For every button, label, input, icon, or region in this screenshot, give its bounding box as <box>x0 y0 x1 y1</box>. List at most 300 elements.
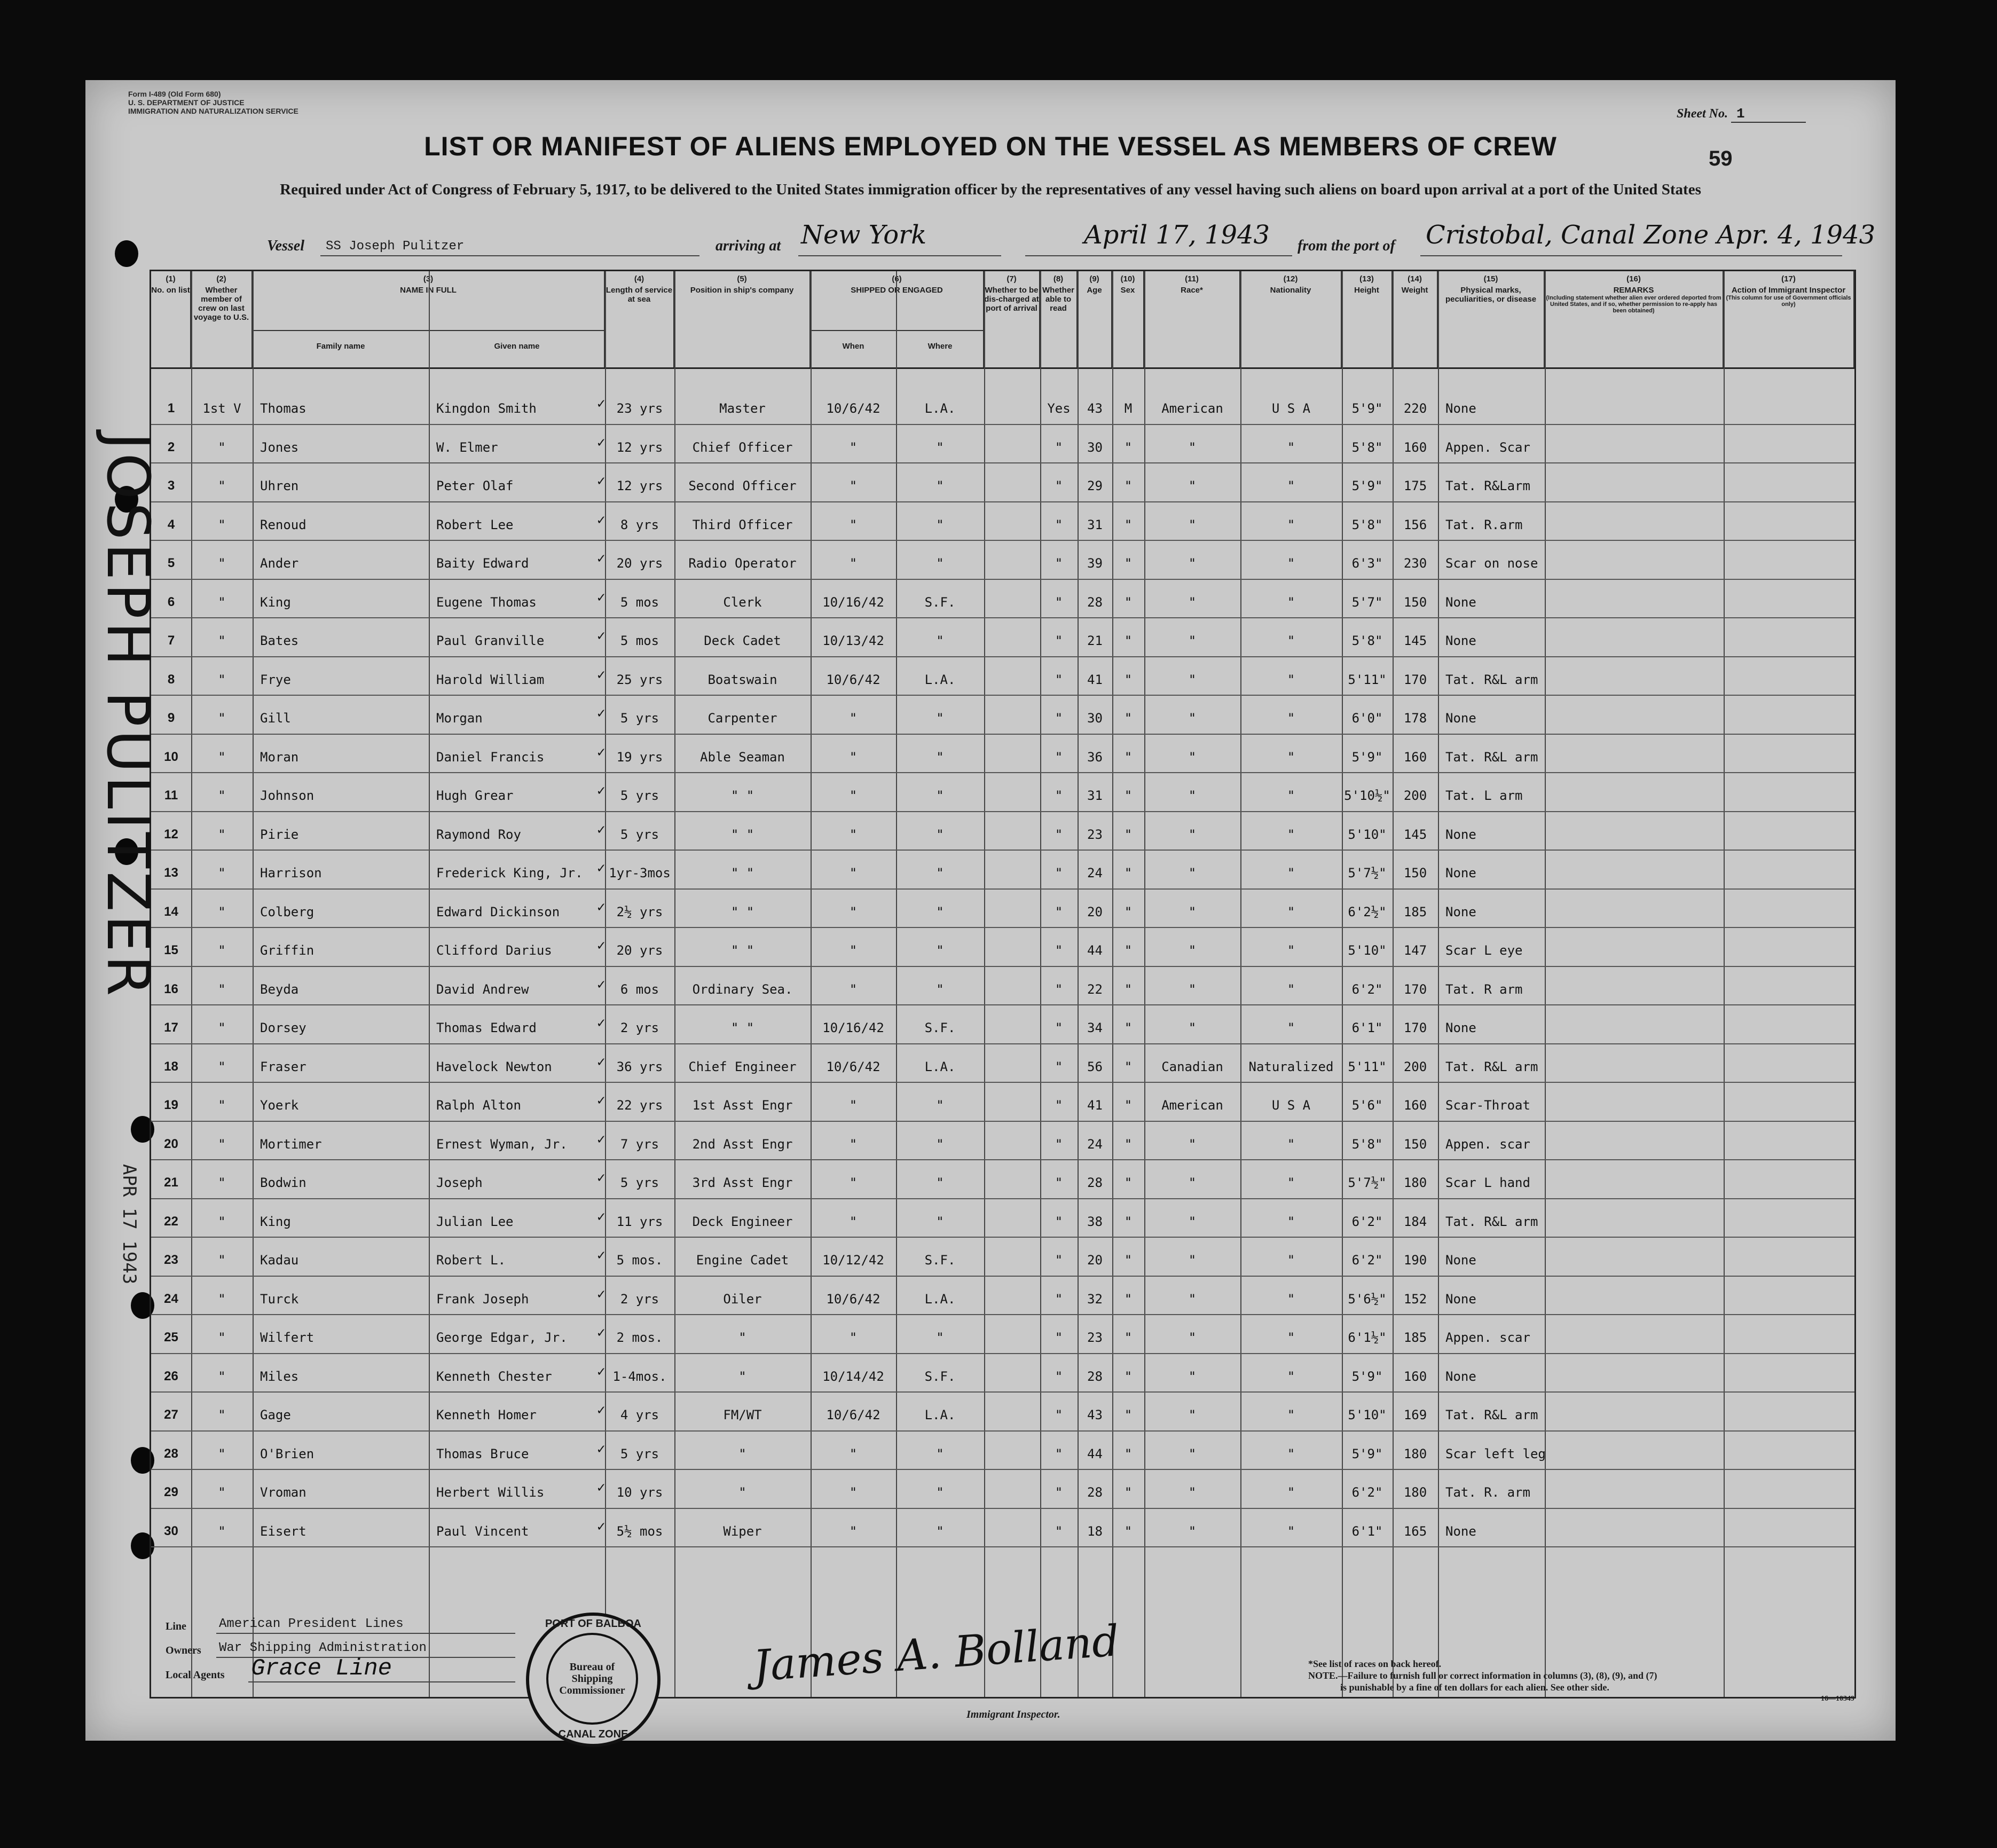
table-cell-age: 28 <box>1087 1485 1103 1500</box>
side-date-stamp: APR 17 1943 <box>119 1164 140 1285</box>
table-cell-height: 5'11" <box>1348 672 1387 687</box>
table-cell-weight: 200 <box>1403 1059 1427 1074</box>
table-cell-nat: " <box>1287 1291 1295 1307</box>
column-header: (5) Position in ship's company <box>674 271 811 367</box>
table-cell-marks: Tat. R. arm <box>1445 1485 1530 1500</box>
table-cell-family: Fraser <box>260 1059 306 1074</box>
document-subtitle: Required under Act of Congress of February 5, 1917, to be delivered to the United States immigration officer by the representatives of any vessel having such aliens on board upon arrival at a port of the United States <box>280 181 1701 198</box>
table-cell-position: Carpenter <box>707 711 777 726</box>
table-cell-marks: Appen. scar <box>1445 1330 1530 1345</box>
table-cell-position: " " <box>730 1020 754 1035</box>
table-cell-age: 28 <box>1087 594 1103 610</box>
check-mark: ✓ <box>597 1363 606 1380</box>
check-mark: ✓ <box>597 705 606 721</box>
table-cell-read: " <box>1055 788 1063 803</box>
table-cell-read: " <box>1055 1369 1063 1384</box>
table-cell-no: 29 <box>164 1485 178 1499</box>
table-cell-marks: Tat. R arm <box>1445 981 1523 997</box>
table-cell-read: " <box>1055 1020 1063 1035</box>
table-cell-race: " <box>1188 1253 1197 1268</box>
table-cell-position: Ordinary Sea. <box>692 981 793 997</box>
table-cell-position: Chief Officer <box>692 439 793 455</box>
table-cell-age: 43 <box>1087 1407 1103 1422</box>
table-cell-last: " <box>218 749 226 765</box>
table-cell-age: 23 <box>1087 827 1103 842</box>
table-cell-read: " <box>1055 1485 1063 1500</box>
table-cell-height: 6'0" <box>1351 711 1383 726</box>
table-cell-where: " <box>936 788 944 803</box>
row-rule <box>151 1546 1854 1547</box>
check-mark: ✓ <box>597 821 606 838</box>
table-cell-sex: " <box>1124 556 1133 571</box>
table-cell-family: King <box>260 1214 291 1229</box>
vessel-label: Vessel <box>267 238 304 254</box>
table-cell-family: Moran <box>260 749 299 765</box>
table-cell-given: Ernest Wyman, Jr. <box>436 1136 568 1152</box>
column-header: (14) Weight <box>1393 271 1438 367</box>
table-cell-family: Mortimer <box>260 1136 322 1152</box>
table-cell-position: Deck Engineer <box>692 1214 793 1229</box>
table-cell-no: 1 <box>167 401 175 415</box>
table-cell-race: " <box>1188 556 1197 571</box>
table-cell-read: " <box>1055 594 1063 610</box>
arriving-label: arriving at <box>716 238 781 254</box>
table-cell-marks: None <box>1445 633 1476 648</box>
table-cell-service: 5 yrs <box>620 827 659 842</box>
table-cell-marks: Scar L hand <box>1445 1175 1530 1190</box>
table-cell-age: 22 <box>1087 981 1103 997</box>
table-cell-sex: " <box>1124 711 1133 726</box>
table-cell-given: Hugh Grear <box>436 788 514 803</box>
owners-label: Owners <box>166 1645 201 1656</box>
table-cell-read: " <box>1055 1446 1063 1461</box>
check-mark: ✓ <box>597 1325 606 1341</box>
table-cell-given: Raymond Roy <box>436 827 521 842</box>
check-mark: ✓ <box>597 589 606 605</box>
table-cell-sex: " <box>1124 904 1133 919</box>
table-cell-height: 6'1" <box>1351 1020 1383 1035</box>
table-cell-where: " <box>936 633 944 648</box>
table-cell-last: " <box>218 633 226 648</box>
table-cell-position: " " <box>730 904 754 919</box>
table-cell-nat: " <box>1287 904 1295 919</box>
table-cell-sex: M <box>1124 401 1133 416</box>
table-cell-position: " <box>738 1369 746 1384</box>
table-cell-service: 5 yrs <box>620 788 659 803</box>
table-cell-service: 25 yrs <box>616 672 663 687</box>
check-mark: ✓ <box>597 1015 606 1031</box>
row-rule <box>151 1508 1854 1509</box>
table-cell-marks: Tat. R.arm <box>1445 517 1523 532</box>
check-mark: ✓ <box>597 1131 606 1147</box>
row-rule <box>151 966 1854 967</box>
table-cell-when: " <box>849 439 858 455</box>
table-cell-read: " <box>1055 633 1063 648</box>
table-cell-race: " <box>1188 943 1197 958</box>
table-cell-when: 10/6/42 <box>826 672 880 687</box>
table-cell-marks: Scar left leg <box>1445 1446 1546 1461</box>
table-cell-nat: " <box>1287 1485 1295 1500</box>
table-cell-age: 39 <box>1087 556 1103 571</box>
table-cell-marks: None <box>1445 1369 1476 1384</box>
check-mark: ✓ <box>597 512 606 528</box>
table-cell-nat: U S A <box>1271 1098 1311 1113</box>
table-cell-no: 19 <box>164 1098 178 1112</box>
table-cell-nat: " <box>1287 1407 1295 1422</box>
table-cell-no: 16 <box>164 981 178 996</box>
table-cell-family: Vroman <box>260 1485 306 1500</box>
inspector-label: Immigrant Inspector. <box>966 1709 1060 1720</box>
table-cell-read: " <box>1055 1059 1063 1074</box>
table-cell-family: Gill <box>260 711 291 726</box>
table-cell-sex: " <box>1124 478 1133 493</box>
column-header: (16) REMARKS (Including statement whether alien ever ordered deported from United States, and if so, whether permission to re-apply has been obtained) <box>1545 271 1724 367</box>
table-cell-given: Thomas Edward <box>436 1020 537 1035</box>
table-cell-family: King <box>260 594 291 610</box>
row-rule <box>151 1276 1854 1277</box>
table-cell-sex: " <box>1124 517 1133 532</box>
table-cell-family: Jones <box>260 439 299 455</box>
table-cell-weight: 180 <box>1403 1485 1427 1500</box>
row-rule <box>151 617 1854 618</box>
table-cell-where: " <box>936 1175 944 1190</box>
row-rule <box>151 927 1854 928</box>
table-cell-when: 10/6/42 <box>826 401 880 416</box>
table-cell-given: Morgan <box>436 711 483 726</box>
column-header: (7) Whether to be dis-charged at port of arrival <box>984 271 1040 367</box>
table-cell-height: 6'2" <box>1351 1485 1383 1500</box>
table-cell-race: " <box>1188 788 1197 803</box>
arriving-underline <box>798 255 1001 256</box>
row-rule <box>151 1043 1854 1044</box>
table-cell-nat: " <box>1287 1175 1295 1190</box>
table-cell-race: " <box>1188 1020 1197 1035</box>
table-cell-sex: " <box>1124 943 1133 958</box>
table-cell-weight: 170 <box>1403 672 1427 687</box>
table-cell-position: 1st Asst Engr <box>692 1098 793 1113</box>
table-cell-position: Engine Cadet <box>696 1253 789 1268</box>
table-cell-when: " <box>849 711 858 726</box>
table-cell-service: 22 yrs <box>616 1098 663 1113</box>
table-cell-weight: 175 <box>1403 478 1427 493</box>
table-cell-where: " <box>936 517 944 532</box>
table-cell-nat: " <box>1287 1369 1295 1384</box>
table-cell-family: Frye <box>260 672 291 687</box>
table-cell-position: Chief Engineer <box>688 1059 797 1074</box>
table-cell-sex: " <box>1124 1523 1133 1539</box>
table-cell-sex: " <box>1124 1407 1133 1422</box>
table-cell-no: 10 <box>164 749 178 764</box>
table-cell-last: " <box>218 866 226 880</box>
row-rule <box>151 656 1854 657</box>
table-cell-last: " <box>218 1369 226 1384</box>
check-mark: ✓ <box>597 1053 606 1070</box>
table-cell-race: " <box>1188 1369 1197 1384</box>
table-cell-service: 6 mos <box>620 981 659 997</box>
table-cell-read: " <box>1055 1291 1063 1307</box>
table-cell-family: Colberg <box>260 904 315 919</box>
agents-value: Grace Line <box>251 1655 392 1682</box>
table-cell-height: 5'10" <box>1348 943 1387 958</box>
table-cell-no: 27 <box>164 1407 178 1422</box>
manifest-sheet <box>85 80 1896 1741</box>
table-cell-nat: " <box>1287 788 1295 803</box>
table-cell-marks: Tat. R&Larm <box>1445 478 1530 493</box>
table-cell-marks: Tat. R&L arm <box>1445 1214 1538 1229</box>
table-cell-service: 1-4mos. <box>612 1369 667 1384</box>
table-cell-nat: " <box>1287 943 1295 958</box>
table-cell-marks: Appen. Scar <box>1445 439 1530 455</box>
table-cell-age: 41 <box>1087 672 1103 687</box>
table-cell-age: 36 <box>1087 749 1103 765</box>
owners-value: War Shipping Administration <box>219 1641 427 1655</box>
table-cell-read: " <box>1055 1253 1063 1268</box>
table-cell-last: " <box>218 672 226 687</box>
line-underline <box>216 1633 515 1634</box>
table-cell-weight: 170 <box>1403 981 1427 997</box>
table-cell-nat: Naturalized <box>1248 1059 1334 1074</box>
table-cell-no: 20 <box>164 1136 178 1151</box>
column-header: (6) SHIPPED OR ENGAGED When Where <box>811 271 984 367</box>
table-cell-height: 5'9" <box>1351 1446 1383 1461</box>
column-header: (3) NAME IN FULL Family name Given name <box>253 271 605 367</box>
table-cell-family: Johnson <box>260 788 315 803</box>
check-mark: ✓ <box>597 1092 606 1108</box>
column-rule <box>1724 271 1725 1697</box>
table-cell-marks: Tat. R&L arm <box>1445 1059 1538 1074</box>
table-cell-marks: Tat. L arm <box>1445 788 1523 803</box>
table-cell-last: " <box>218 981 226 997</box>
table-cell-last: " <box>218 594 226 610</box>
table-cell-family: Eisert <box>260 1523 306 1539</box>
table-cell-service: 5 yrs <box>620 1175 659 1190</box>
table-cell-when: " <box>849 1523 858 1539</box>
table-cell-read: " <box>1055 1214 1063 1229</box>
table-cell-family: Harrison <box>260 866 322 880</box>
table-cell-marks: Scar on nose <box>1445 556 1538 571</box>
table-cell-read: " <box>1055 1098 1063 1113</box>
table-cell-height: 6'3" <box>1351 556 1383 571</box>
table-cell-nat: " <box>1287 1330 1295 1345</box>
column-header: (17) Action of Immigrant Inspector (This column for use of Government officials only) <box>1724 271 1854 367</box>
check-mark: ✓ <box>597 434 606 451</box>
row-rule <box>151 695 1854 696</box>
table-cell-age: 18 <box>1087 1523 1103 1539</box>
table-cell-read: " <box>1055 904 1063 919</box>
table-cell-no: 18 <box>164 1059 178 1074</box>
table-cell-where: L.A. <box>924 1407 956 1422</box>
check-mark: ✓ <box>597 1208 606 1225</box>
table-cell-sex: " <box>1124 1020 1133 1035</box>
table-cell-when: " <box>849 478 858 493</box>
table-cell-sex: " <box>1124 439 1133 455</box>
table-cell-position: Third Officer <box>692 517 793 532</box>
table-cell-no: 30 <box>164 1523 178 1538</box>
table-cell-service: 23 yrs <box>616 401 663 416</box>
table-cell-no: 11 <box>164 788 178 803</box>
row-rule <box>151 579 1854 580</box>
date-underline <box>1025 255 1292 256</box>
table-cell-read: " <box>1055 672 1063 687</box>
table-cell-service: 4 yrs <box>620 1407 659 1422</box>
table-cell-age: 30 <box>1087 711 1103 726</box>
table-cell-height: 5'6½" <box>1348 1291 1387 1307</box>
check-mark: ✓ <box>597 1518 606 1535</box>
table-cell-where: " <box>936 556 944 571</box>
table-cell-service: 2 yrs <box>620 1291 659 1307</box>
table-cell-nat: " <box>1287 633 1295 648</box>
table-cell-weight: 156 <box>1403 517 1427 532</box>
row-rule <box>151 1314 1854 1315</box>
table-cell-given: Kingdon Smith <box>436 401 537 416</box>
table-cell-no: 5 <box>167 556 175 570</box>
table-cell-height: 5'8" <box>1351 633 1383 648</box>
table-cell-marks: None <box>1445 1523 1476 1539</box>
row-rule <box>151 462 1854 463</box>
table-cell-given: Baity Edward <box>436 556 529 571</box>
table-cell-position: Second Officer <box>688 478 797 493</box>
table-cell-service: 20 yrs <box>616 556 663 571</box>
table-cell-where: " <box>936 478 944 493</box>
table-cell-position: Master <box>719 401 766 416</box>
table-cell-nat: " <box>1287 1253 1295 1268</box>
table-cell-where: " <box>936 866 944 880</box>
table-cell-sex: " <box>1124 1059 1133 1074</box>
table-cell-weight: 147 <box>1403 943 1427 958</box>
table-cell-last: " <box>218 1214 226 1229</box>
vessel-name: SS Joseph Pulitzer <box>326 239 465 254</box>
table-cell-no: 24 <box>164 1291 178 1306</box>
table-cell-race: " <box>1188 594 1197 610</box>
table-cell-nat: " <box>1287 749 1295 765</box>
row-rule <box>151 1004 1854 1005</box>
check-mark: ✓ <box>597 1286 606 1302</box>
table-cell-nat: U S A <box>1271 401 1311 416</box>
table-cell-marks: None <box>1445 711 1476 726</box>
table-cell-race: " <box>1188 1523 1197 1539</box>
table-cell-last: " <box>218 827 226 842</box>
table-cell-race: " <box>1188 1407 1197 1422</box>
table-cell-given: Kenneth Homer <box>436 1407 537 1422</box>
form-header: Form I-489 (Old Form 680) U. S. DEPARTMENT OF JUSTICE IMMIGRATION AND NATURALIZATION SERVICE <box>128 90 298 115</box>
table-cell-marks: None <box>1445 1253 1476 1268</box>
table-cell-read: " <box>1055 1523 1063 1539</box>
table-cell-last: " <box>218 1291 226 1307</box>
table-cell-race: " <box>1188 981 1197 997</box>
table-cell-race: " <box>1188 439 1197 455</box>
column-rule <box>429 271 430 1697</box>
table-cell-when: " <box>849 517 858 532</box>
table-cell-where: " <box>936 904 944 919</box>
table-cell-when: 10/6/42 <box>826 1291 880 1307</box>
table-cell-given: Paul Granville <box>436 633 545 648</box>
table-cell-last: " <box>218 478 226 493</box>
table-cell-sex: " <box>1124 866 1133 880</box>
table-cell-weight: 180 <box>1403 1175 1427 1190</box>
table-cell-height: 5'8" <box>1351 517 1383 532</box>
table-cell-where: " <box>936 749 944 765</box>
table-cell-family: Dorsey <box>260 1020 306 1035</box>
table-cell-age: 44 <box>1087 1446 1103 1461</box>
table-cell-race: " <box>1188 633 1197 648</box>
check-mark: ✓ <box>597 938 606 954</box>
table-cell-marks: Scar-Throat <box>1445 1098 1530 1113</box>
table-cell-where: " <box>936 1446 944 1461</box>
table-cell-when: " <box>849 827 858 842</box>
table-cell-weight: 165 <box>1403 1523 1427 1539</box>
table-cell-race: " <box>1188 1136 1197 1152</box>
table-cell-given: Herbert Willis <box>436 1485 545 1500</box>
table-cell-last: " <box>218 556 226 571</box>
table-cell-nat: " <box>1287 1446 1295 1461</box>
table-cell-marks: Appen. scar <box>1445 1136 1530 1152</box>
row-rule <box>151 811 1854 812</box>
table-cell-weight: 145 <box>1403 827 1427 842</box>
table-cell-age: 44 <box>1087 943 1103 958</box>
table-cell-given: Joseph <box>436 1175 483 1190</box>
table-cell-age: 34 <box>1087 1020 1103 1035</box>
from-port: Cristobal, Canal Zone Apr. 4, 1943 <box>1426 220 1876 250</box>
table-cell-read: " <box>1055 517 1063 532</box>
table-cell-height: 5'7½" <box>1348 1175 1387 1190</box>
table-cell-service: 5 mos <box>620 594 659 610</box>
table-cell-position: " <box>738 1330 746 1345</box>
table-cell-last: " <box>218 1175 226 1190</box>
table-cell-family: Wilfert <box>260 1330 315 1345</box>
check-mark: ✓ <box>597 1480 606 1496</box>
table-cell-family: Griffin <box>260 943 315 958</box>
table-cell-marks: None <box>1445 594 1476 610</box>
table-cell-last: " <box>218 1098 226 1113</box>
table-cell-weight: 170 <box>1403 1020 1427 1035</box>
column-header: (2) Whether member of crew on last voyage to U.S. <box>191 271 253 367</box>
from-port-underline <box>1420 255 1842 256</box>
table-cell-given: Robert L. <box>436 1253 506 1268</box>
table-cell-last: " <box>218 1485 226 1500</box>
table-cell-nat: " <box>1287 827 1295 842</box>
table-cell-when: 10/6/42 <box>826 1407 880 1422</box>
table-cell-race: " <box>1188 672 1197 687</box>
table-cell-read: " <box>1055 1175 1063 1190</box>
table-cell-sex: " <box>1124 749 1133 765</box>
check-mark: ✓ <box>597 628 606 644</box>
table-cell-where: " <box>936 1098 944 1113</box>
table-cell-weight: 200 <box>1403 788 1427 803</box>
table-cell-given: W. Elmer <box>436 439 498 455</box>
column-header: (15) Physical marks, peculiarities, or disease <box>1438 271 1545 367</box>
check-mark: ✓ <box>597 1402 606 1418</box>
column-rule <box>1438 271 1439 1697</box>
table-cell-height: 5'9" <box>1351 401 1383 416</box>
table-cell-service: 1yr-3mos <box>609 866 671 880</box>
table-cell-nat: " <box>1287 981 1295 997</box>
table-cell-service: 20 yrs <box>616 943 663 958</box>
table-cell-height: 6'2" <box>1351 1253 1383 1268</box>
check-mark: ✓ <box>597 783 606 799</box>
table-cell-given: Havelock Newton <box>436 1059 552 1074</box>
table-cell-weight: 180 <box>1403 1446 1427 1461</box>
column-rule <box>984 271 985 1697</box>
table-cell-where: " <box>936 1136 944 1152</box>
table-cell-service: 11 yrs <box>616 1214 663 1229</box>
table-cell-when: " <box>849 788 858 803</box>
table-cell-age: 20 <box>1087 904 1103 919</box>
table-cell-height: 5'10" <box>1348 827 1387 842</box>
table-cell-age: 43 <box>1087 401 1103 416</box>
row-rule <box>151 734 1854 735</box>
table-cell-position: " <box>738 1446 746 1461</box>
table-cell-given: Eugene Thomas <box>436 594 537 610</box>
